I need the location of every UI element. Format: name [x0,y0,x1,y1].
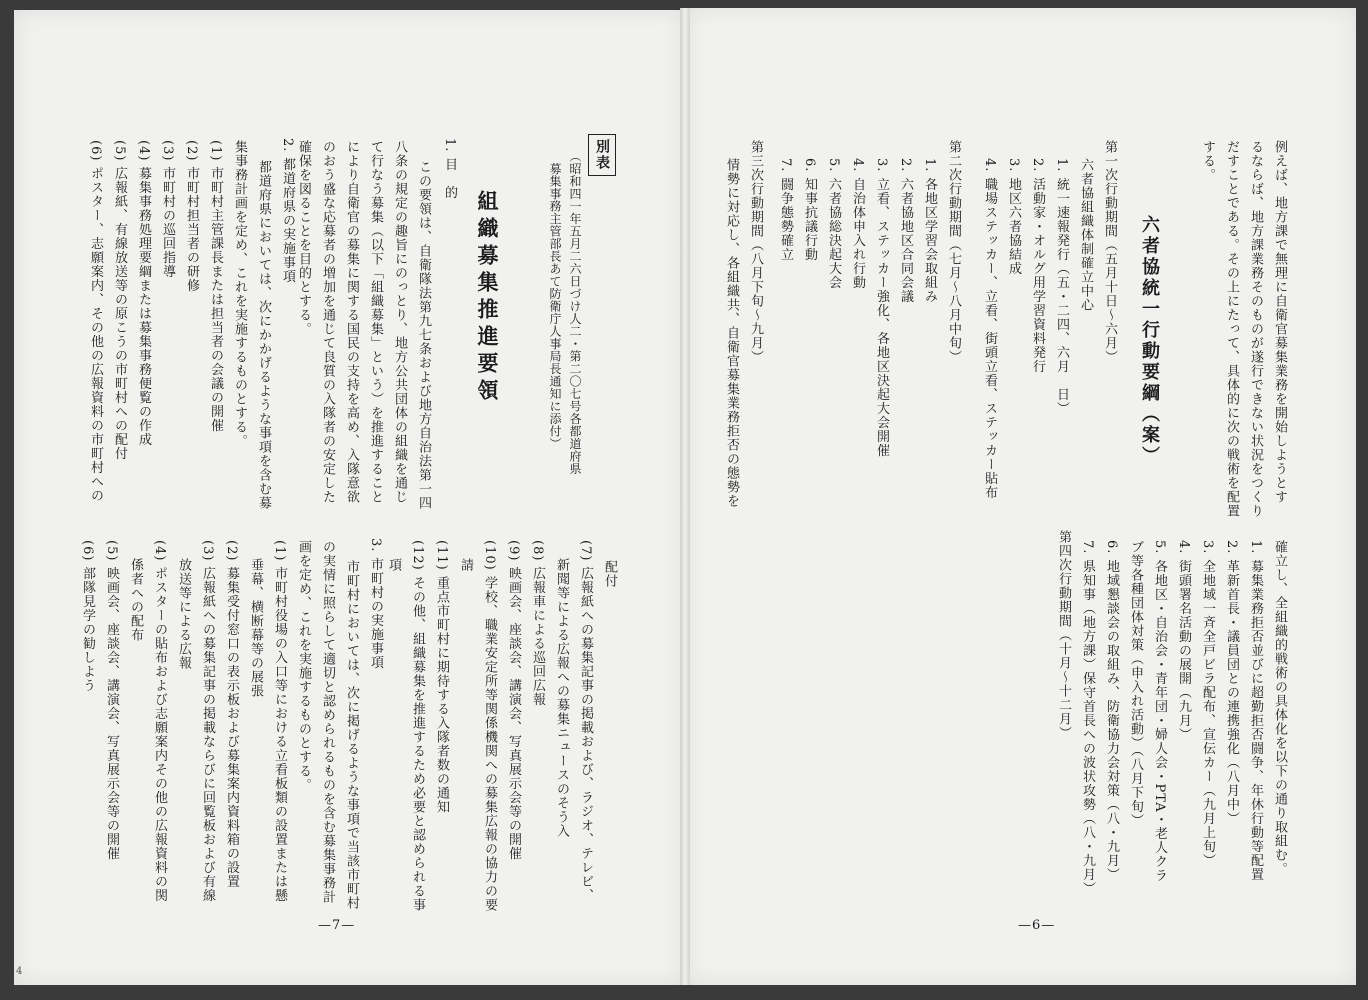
phase2-title: 第二次行動期間（七月〜八月中旬） [946,140,961,364]
source-note: （昭和四一年五月二六日づけ人二・第二〇七号各都道府県 [568,150,582,475]
section-body: (7) 広報紙への募集記事の掲載および、ラジオ、テレビ、 [578,540,593,903]
section-body: のおう盛な応募者の増加を通じて良質の入隊者の安定した [320,140,335,504]
section-body: 都道府県においては、次にかかげるような事項を含む募 [256,160,271,510]
section-body: (5) 映画会、座談会、講演会、写真展示会等の開催 [104,540,119,861]
section-body: (3) 広報紙への募集記事の掲載ならびに回覧板および有線 [200,540,215,903]
intro-line: だすことである。その上にたって、具体的に次の戦術を配置 [1224,140,1239,518]
section-body: (1) 市町村役場の入口等における立看板類の設置または懸 [272,540,287,903]
phase3-item: 7. 県知事（地方課）保守首長への波状攻勢（八・九月） [1080,540,1095,896]
phase3-item: ブ等各種団体対策（申入れ活動）（八月下旬） [1128,540,1143,828]
source-note: 募集事務主管部長あて防衛庁人事局長通知に添付） [548,150,562,450]
intro-line: する。 [1200,140,1215,182]
intro-line: るならば、地方課業務そのものが遂行できない状況をつくり [1248,140,1263,518]
section-body: (9) 映画会、座談会、講演会、写真展示会等の開催 [506,540,521,861]
section-body: (5) 広報紙、有線放送等の原こうの市町村への配付 [112,140,127,461]
page-number: —6— [1018,918,1056,933]
section-body: (2) 募集受付窓口の表示板および募集案内資料箱の設置 [224,540,239,889]
attachment-tag: 別表 [588,134,616,176]
phase3-item: 4. 街頭署名活動の展開（九月） [1176,540,1191,742]
phase3-item: 6. 地域懇談会の取組み、防衛協力会対策（八・九月） [1104,540,1119,882]
section-body: 請 [458,558,473,572]
phase2-item: 2. 六者協地区合同会議 [898,158,913,304]
section-body: 配付 [602,560,617,588]
phase2-item: 6. 知事抗議行動 [802,158,817,262]
section-body: (4) 募集事務処理要綱または募集事務便覧の作成 [136,140,151,447]
phase4-title: 第四次行動期間（十月〜十二月） [1056,530,1071,740]
phase1-item: 1. 統一速報発行（五・二四、六月 日） [1054,158,1069,416]
section-body: (1) 市町村主管課長または担当者の会議の開催 [208,140,223,433]
section-body: 新聞等による広報への募集ニュースのそう入 [554,558,569,838]
section-body: (4) ポスターの貼布および志願案内その他の広報資料の関 [152,540,167,903]
section-body: 確保を図ることを目的とする。 [296,140,311,336]
section-body: 市町村においては、次に掲げるような事項で当該市町村 [344,560,359,910]
phase2-item: 7. 闘争態勢確立 [778,158,793,262]
section-body: (6) ポスター、志願案内、その他の広報資料の市町村への [88,140,103,503]
section-body: 集事務計画を定め、これを実施するものとする。 [232,140,247,448]
section-title: 1. 目 的 [442,138,457,200]
intro-line: 例えば、地方課で無理に自衛官募集業務を開始しようとす [1272,140,1287,504]
phase1-item: 3. 地区六者協結成 [1006,158,1021,276]
phase1-title: 第一次行動期間（五月十日〜六月） [1102,140,1117,364]
section-title: 3. 市町村の実施事項 [368,538,383,670]
document-title: 組織募集推進要領 [475,190,500,406]
section-body: 係者への配布 [128,558,143,642]
phase3-item: 情勢に対応し、各組織共、自衛官募集業務拒否の態勢を [724,158,739,508]
phase3-item: 3. 全地域一斉全戸ビラ配布、宣伝カー（九月上旬） [1200,540,1215,868]
page-gutter [680,8,690,985]
phase3-title: 第三次行動期間（八月下旬〜九月） [748,140,763,364]
section-body: この要領は、自衛隊法第九七条および地方自治法第一四 [416,160,431,510]
section-body: 八条の規定の趣旨にのっとり、地方公共団体の組織を通じ [392,140,407,504]
section-body: (10) 学校、職業安定所等関係機関への募集広報の協力の要 [482,540,497,912]
phase2-item: 1. 各地区学習会取組み [922,158,937,304]
section-body: て行なう募集（以下「組織募集」という）を推進すること [368,140,383,504]
page-title: 六者協統一行動要綱（案） [1139,215,1160,467]
section-body: (8) 広報車による巡回広報 [530,540,545,707]
phase1-item: 2. 活動家・オルグ用学習資料発行 [1030,158,1045,374]
section-body: 画を定め、これを実施するものとする。 [296,540,311,792]
phase1-item: 六者協組織体制確立中心 [1078,158,1093,312]
section-body: 項 [386,558,401,572]
phase2-item: 3. 立看、ステッカー強化、各地区決起大会開催 [874,158,889,458]
section-body: (11) 重点市町村に期待する入隊者数の通知 [434,540,449,814]
section-body: の実情に照らして適切と認められるものを含む募集事務計 [320,540,335,904]
phase3-item: 1. 募集業務拒否並びに超勤拒否闘争、年休行動等配置 [1248,540,1263,882]
phase3-item: 2. 革新首長・議員団との連携強化（八月中） [1224,540,1239,826]
section-body: (2) 市町村担当者の研修 [184,140,199,293]
phase3-item: 確立し、全組織的戦術の具体化を以下の通り取組む。 [1272,540,1287,876]
section-body: 垂幕、横断幕等の展張 [248,558,263,698]
corner-mark: 4 [16,966,23,977]
section-title: 2. 都道府県の実施事項 [280,138,295,284]
phase3-item: 5. 各地区・自治会・青年団・婦人会・PTA・老人クラ [1152,540,1167,883]
phase1-item: 4. 職場ステッカー、立看、街頭立看、ステッカー貼布 [982,158,997,500]
section-body: (6) 部隊見学の勧しよう [80,540,95,693]
section-body: (3) 市町村の巡回指導 [160,140,175,279]
section-body: 放送等による広報 [176,558,191,670]
phase2-item: 4. 自治体申入れ行動 [850,158,865,290]
page-number: —7— [318,918,356,933]
section-body: (12) その他、組織募集を推進するため必要と認められる事 [410,540,425,912]
section-body: により自衛官の募集に関する国民の支持を高め、入隊意欲 [344,140,359,504]
phase2-item: 5. 六者協総決起大会 [826,158,841,290]
